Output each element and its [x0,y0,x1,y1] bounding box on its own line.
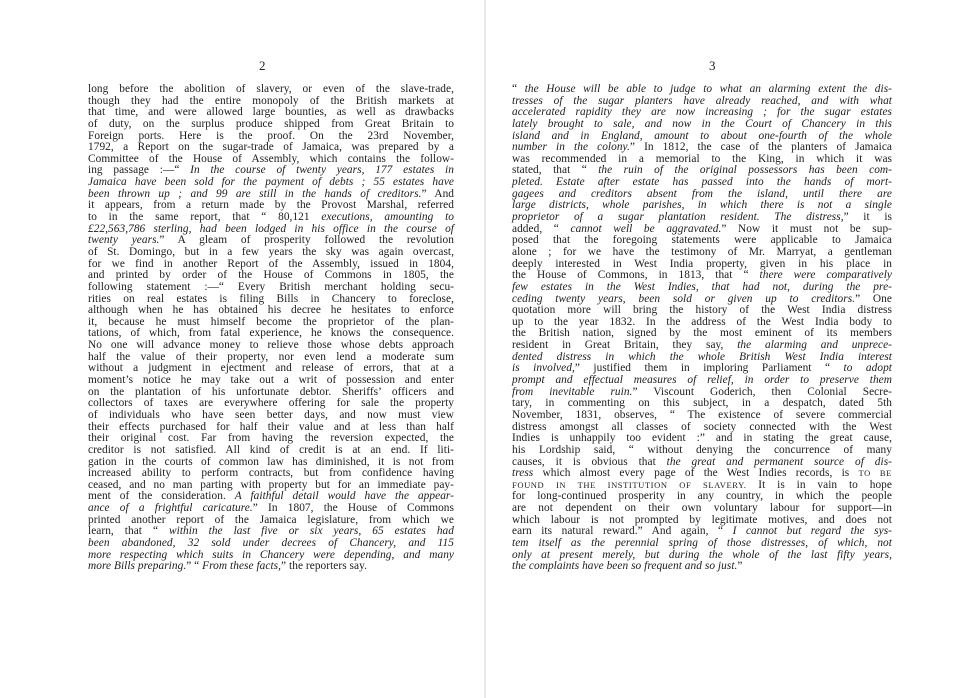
page-number: 3 [709,58,716,73]
italic-run: pleted. Estate after estate has passed into the hands of mort- [512,176,892,189]
text-run: 1792, a Report on the sugar-trade of Jamaica, was prepared by a [88,141,454,154]
text-run: ” A gleam of prosperity followed the revolution [159,234,454,247]
text-run: deeply interested in West India property, given in his place in [512,257,892,270]
italic-run: £22,563,786 sterling, had been lodged in his office in the course of [88,222,454,235]
text-run: that time, and were allowed large bounties, as well as drawbacks [88,106,454,119]
italic-run: twenty years. [88,234,160,247]
italic-run: been abandoned, 32 sold under decrees of Chancery, and 115 [88,536,454,549]
text-run: ” Now it must not be sup- [721,222,893,235]
text-run: rities on real estates is filing Bills in Chancery to foreclose, [88,292,454,305]
small-caps-run: FOUND IN THE INSTITUTION OF SLAVERY. [512,479,747,490]
text-run: ment of the consideration. [88,490,235,503]
text-run: was recommended in a memorial to the King, in which it was [512,152,892,165]
small-caps-run: TO BE [858,468,892,479]
italic-run: is involved, [512,362,575,375]
italic-run: the complaints have been so frequent and so just. [512,560,738,573]
text-run: their effects purchased for half their value and at less than half [88,420,454,433]
text-run: collectors of taxes are everywhere offering for sale the property [88,397,454,410]
text-run: moment’s notice he may take out a writ of possession and enter [88,374,454,387]
italic-run: number in the colony. [512,141,630,154]
italic-run: In the course of twenty years, 177 estates in [190,164,454,177]
italic-run: more Bills preparing. [88,560,187,573]
text-run: ” the reporters say. [281,560,367,573]
text-run: November, 1831, observes, “ The existence of severe commercial [512,408,892,421]
text-line [512,561,892,573]
italic-run: tress [512,467,534,480]
text-run: causes, it is obvious that [512,455,667,468]
text-run: ” In 1807, the House of Commons [252,502,454,515]
text-run: ” [737,560,743,573]
text-run: up to the year 1832. In the address of the West India body to [512,315,892,328]
text-body [512,84,892,573]
text-run: resident in Great Britain, they say, [512,339,738,352]
text-run: his Lordship said, “ without denying the concurrence of many [512,443,892,456]
book-gutter [484,0,486,698]
text-run: Committee of the House of Assembly, which contains the follow- [88,152,454,165]
text-run: added, “ [512,222,571,235]
text-run: ” Viscount Goderich, then Colonial Secre- [632,385,892,398]
text-run: tations, of which, from fatal experience, he knows the consequence. [88,327,454,340]
text-run: creditor is not satisfied. All kind of credit is at an end. If liti- [88,443,454,456]
text-run: which labour is not prompted by legitimate motives, and does not [512,513,892,526]
italic-run: tresses of the sugar planters have already reached, and with what [512,94,892,107]
italic-run: cannot well be aggravated. [570,222,722,235]
text-run: posed that the foregoing statements were applicable to Jamaica [512,234,892,247]
text-run: ” “ [186,560,203,573]
text-run: ceased, and no man parting with property but for an immediate pay- [88,478,454,491]
text-run: Foreign ports. Here is the proof. On the 23rd November, [88,129,454,142]
text-run: gation in the courts of common law has diminished, it is not from [88,455,454,468]
text-run: of individuals who have seen better days, and now must view [88,408,454,421]
text-run: increased ability to perform contracts, but from confidence having [88,467,454,480]
italic-run: proprietor of a sugar plantation resident. The distress, [512,211,844,224]
italic-run: the alarming and unprece- [737,339,893,352]
text-run: half the value of their property, nor even lend a moderate sum [88,350,454,363]
italic-run: Jamaica have been sold for the payment of debts ; 55 estates have [88,176,454,189]
italic-run: dented distress in which the whole British West India interest [512,350,892,363]
text-run: ” One [855,292,892,305]
italic-run: more respecting which suits in Chancery were depending, and many [88,548,454,561]
text-run: of duty, on the surplus produce shipped from Great Britain to [88,117,454,130]
text-run: ” And [421,187,455,200]
text-run: although when he has obtained his decree he hesitates to enforce [88,304,454,317]
text-run: long before the abolition of slavery, or even of the slave-trade, [88,83,454,95]
text-run: quotation more will bring the history of the West India distress [512,304,892,317]
text-run: are not dependent on their own voluntary labour for support—in [512,502,892,515]
text-run: the British nation, signed by the most eminent of its members [512,327,892,340]
text-run: ing passage :—“ [88,164,191,177]
italic-run: accelerated rapidity they are now increasing ; for the sugar estates [512,106,892,119]
page-number: 2 [259,58,266,73]
left-page [0,0,480,698]
italic-run: executions, amounting to [321,211,454,224]
italic-run: been thrown up ; and 99 are still in the hands of creditors. [88,187,422,200]
italic-run: A faithful detail would have the appear- [234,490,454,503]
italic-run: large districts, whole parishes, in which there is not a single [512,199,892,212]
italic-run: I cannot but regard the sys- [732,525,892,538]
text-run: earn its natural reward.” And again, “ [512,525,733,538]
italic-run: lately brought to sale, and now in the Court of Chancery in this [512,117,892,130]
text-run: which almost every page of the West Indies records, is [533,467,859,480]
text-run: the House of Commons, in 1813, that “ [512,269,760,282]
text-run: It is in vain to hope [746,478,892,491]
text-line [88,561,454,573]
italic-run: the House will be able to judge to what an alarming extent the dis- [524,83,892,95]
text-run: Indies is unhappily too evident :” and in stating the great cause, [512,432,892,445]
italic-run: the great and permanent source of dis- [666,455,892,468]
text-run: to in the same report, that “ 80,121 [88,211,322,224]
text-run: it, because he must himself become the proprietor of the plan- [88,315,454,328]
italic-run: within the last five or six years, 65 estates had [169,525,454,538]
text-run: learn, that “ [88,525,169,538]
text-run: stated, that “ [512,164,599,177]
text-run: tary, in commenting on this subject, in a despatch, dated 5th [512,397,892,410]
text-run: ” In 1812, the case of the planters of Jamaica [629,141,892,154]
text-run: “ [512,83,525,95]
italic-run: ance of a frightful caricature. [88,502,253,515]
text-run: ” justified them in imploring Parliament “ [574,362,844,375]
text-body [88,84,454,573]
text-run: following statement :—“ Every British merchant holding secu- [88,280,454,293]
italic-run: tem itself as the perennial spring of those distresses, of which, not [512,536,892,549]
text-run: on the plantation of his unfortunate debtor. Sheriffs’ officers and [88,385,454,398]
italic-run: gagees and creditors absent from the island, until there are [512,187,892,200]
italic-run: From these facts, [202,560,282,573]
text-run: distress amongst all classes of society connected with the West [512,420,892,433]
text-run: printed another report of the Jamaica legislature, from which we [88,513,454,526]
italic-run: prompt and effectual measures of relief, in order to preserve them [512,374,892,387]
text-run: of St. Domingo, but in a few years the sky was again overcast, [88,245,454,258]
text-run: No one will advance money to relieve those whose debts approach [88,339,454,352]
text-run: alone ; for we have the testimony of Mr. Marryat, a gentleman [512,245,892,258]
text-run: ” it is [843,211,892,224]
italic-run: to adopt [843,362,893,375]
italic-run: island and in England, amount to about one-fourth of the whole [512,129,892,142]
text-run: their original cost. Far from having the reversion expected, the [88,432,454,445]
italic-run: ceding twenty years, been sold or given up to creditors. [512,292,856,305]
italic-run: only at present merely, but during the whole of the last fifty years, [512,548,892,561]
text-run: for long-continued prosperity in any country, in which the people [512,490,892,503]
right-page [490,0,980,698]
italic-run: the ruin of the original possessors has been com- [598,164,892,177]
italic-run: few estates in the West Indies, that had not, during the pre- [512,280,892,293]
text-run: though they had the entire monopoly of the British markets at [88,94,454,107]
text-run: for we find in another Report of the Assembly, issued in 1804, [88,257,454,270]
text-run: it appears, from a return made by the Provost Marshal, referred [88,199,454,212]
italic-run: there were comparatively [759,269,892,282]
text-run: without a judgment in ejectment and release of errors, that at a [88,362,454,375]
text-run: and printed by order of the House of Commons in 1805, the [88,269,454,282]
italic-run: from inevitable ruin. [512,385,633,398]
